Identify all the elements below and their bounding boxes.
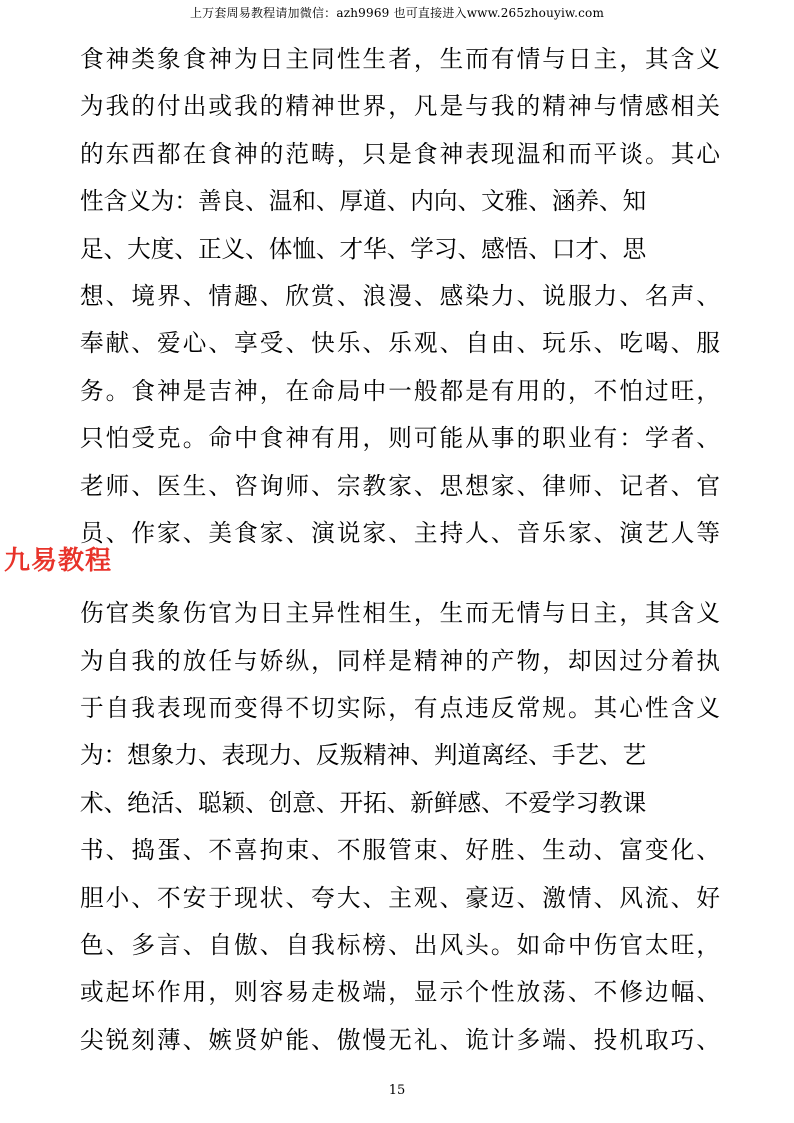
text-line: 食神类象食神为日主同性生者，生而有情与日主，其含义 — [80, 45, 720, 73]
text-line: 性含义为：善良、温和、厚道、内向、文雅、涵养、知 — [80, 187, 647, 216]
page-header-notice: 上万套周易教程请加微信：azh9969 也可直接进入www.265zhouyiw.com — [189, 6, 605, 20]
text-line: 书、捣蛋、不喜拘束、不服管束、好胜、生动、富变化、 — [80, 836, 720, 865]
text-line: 为自我的放任与娇纵，同样是精神的产物，却因过分着执 — [80, 646, 720, 675]
text-line: 的东西都在食神的范畴，只是食神表现温和而平谈。其心 — [80, 139, 720, 168]
text-line: 色、多言、自傲、自我标榜、出风头。如命中伤官太旺， — [80, 931, 720, 960]
text-line: 为：想象力、表现力、反叛精神、判道离经、手艺、艺 — [80, 741, 647, 770]
text-line: 足、大度、正义、体恤、才华、学习、感悟、口才、思 — [80, 234, 647, 263]
document-body — [80, 36, 720, 1064]
text-line: 奉献、爱心、享受、快乐、乐观、自由、玩乐、吃喝、服 — [80, 329, 720, 358]
text-line: 于自我表现而变得不切实际，有点违反常规。其心性含义 — [80, 694, 720, 723]
text-line: 胆小、不安于现状、夸大、主观、豪迈、激情、风流、好 — [80, 883, 720, 912]
text-line: 伤官类象伤官为日主异性相生，生而无情与日主，其含义 — [80, 599, 720, 628]
text-line: 或起坏作用，则容易走极端，显示个性放荡、不修边幅、 — [80, 978, 720, 1007]
text-line: 老师、医生、咨询师、宗教家、思想家、律师、记者、官 — [80, 471, 720, 500]
text-line: 想、境界、情趣、欣赏、浪漫、感染力、说服力、名声、 — [80, 281, 720, 310]
text-line: 只怕受克。命中食神有用，则可能从事的职业有：学者、 — [80, 424, 720, 453]
watermark-logo: 九易教程 — [4, 546, 113, 576]
text-line: 为我的付出或我的精神世界，凡是与我的精神与情感相关 — [80, 92, 720, 121]
text-line: 员、作家、美食家、演说家、主持人、音乐家、演艺人等 — [80, 518, 720, 547]
paragraph-shangguan — [80, 590, 720, 1064]
text-line: 术、绝活、聪颖、创意、开拓、新鲜感、不爱学习教课 — [80, 788, 647, 817]
paragraph-shishen — [80, 36, 720, 557]
page-number: 15 — [388, 1083, 406, 1098]
text-line: 尖锐刻薄、嫉贤妒能、傲慢无礼、诡计多端、投机取巧、 — [80, 1025, 720, 1054]
text-line: 务。食神是吉神，在命局中一般都是有用的，不怕过旺， — [80, 376, 720, 405]
paragraph-gap — [80, 557, 720, 590]
